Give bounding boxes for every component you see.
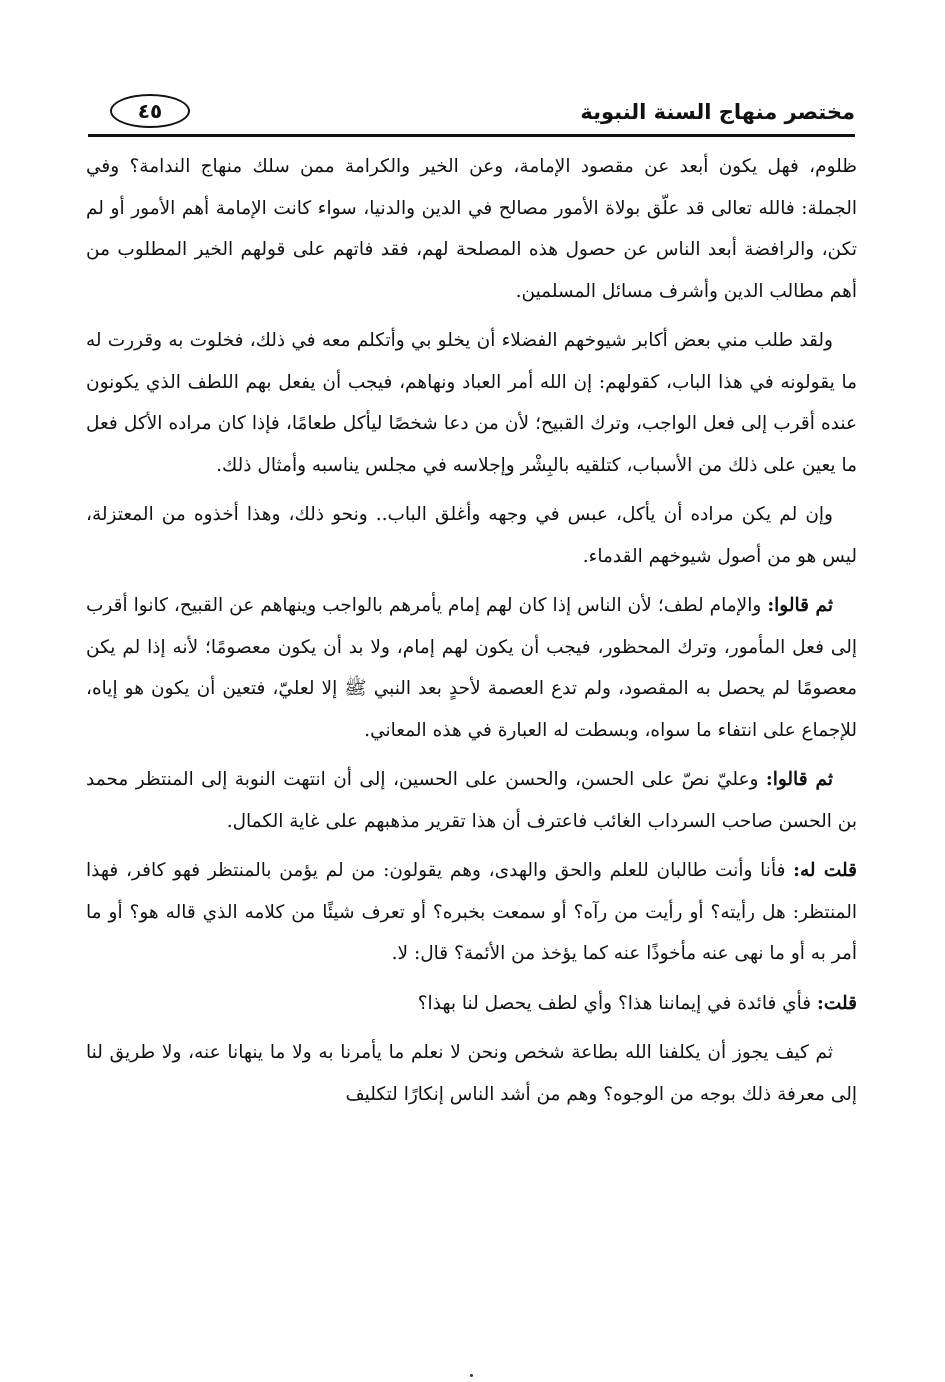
paragraph-lead: قلت: bbox=[817, 992, 857, 1014]
paragraph-text: وعليّ نصّ على الحسن، والحسن على الحسين، إلى أن انتهت النوبة إلى المنتظر محمد بن الحسن صاحب السرداب الغائب فاعترف أن هذا تقرير مذهبهم على غاية الكمال. bbox=[86, 769, 857, 832]
paragraph-3 bbox=[86, 494, 857, 577]
paragraph-text: ظلوم، فهل يكون أبعد عن مقصود الإمامة، وعن الخير والكرامة ممن سلك منهاج الندامة؟ وفي الجملة: فالله تعالى قد علّق بولاة الأمور مصالح في الدين والدنيا، سواء كانت الإمامة أهم الأمور أو لم تكن، والرافضة أبعد الناس عن حصول هذه المصلحة لهم، فقد فاتهم على قولهم الخير المطلوب من أهم مطالب الدين وأشرف مسائل المسلمين. bbox=[86, 156, 857, 302]
paragraph-5 bbox=[86, 759, 857, 842]
paragraph-6 bbox=[86, 850, 857, 975]
paragraph-2 bbox=[86, 320, 857, 486]
paragraph-text: ولقد طلب مني بعض أكابر شيوخهم الفضلاء أن يخلو بي وأتكلم معه في ذلك، فخلوت به وقررت له ما يقولونه في هذا الباب، كقولهم: إن الله أمر العباد ونهاهم، فيجب أن يفعل بهم اللطف الذي يكونون عنده أقرب إلى فعل الواجب، وترك القبيح؛ لأن من دعا شخصًا ليأكل طعامًا، فإذا كان مراده الأكل فعل ما يعين على ذلك من الأسباب، كتلقيه بالبِشْر وإجلاسه في مجلس يناسبه وأمثال ذلك. bbox=[86, 330, 857, 476]
paragraph-text: والإمام لطف؛ لأن الناس إذا كان لهم إمام يأمرهم بالواجب وينهاهم عن القبيح، كانوا أقرب إلى فعل المأمور، وترك المحظور، فيجب أن يكون لهم إمام، ولا بد أن يكون معصومًا؛ لأنه إذا لم يكن معصومًا لم يحصل به المقصود، ولم تدع العصمة لأحدٍ بعد النبي ﷺ إلا لعليّ، فتعين أن يكون هو إياه، للإجماع على انتفاء ما سواه، وبسطت له العبارة في هذه المعاني. bbox=[86, 595, 857, 741]
paragraph-lead: قلت له: bbox=[793, 860, 857, 881]
paragraph-lead: ثم قالوا: bbox=[765, 769, 833, 790]
paragraph-7 bbox=[86, 983, 857, 1025]
main-text bbox=[86, 146, 857, 1123]
paragraph-text: فأنا وأنت طالبان للعلم والحق والهدى، وهم يقولون: من لم يؤمن بالمنتظر فهو كافر، فهذا المنتظر: هل رأيته؟ أو رأيت من رآه؟ أو سمعت بخبره؟ أو تعرف شيئًا من كلامه الذي قاله هو؟ أو ما أمر به أو ما نهى عنه مأخوذًا عنه كما يؤخذ من الأئمة؟ قال: لا. bbox=[86, 860, 857, 964]
paragraph-1 bbox=[86, 146, 857, 312]
header-divider bbox=[88, 134, 855, 137]
paragraph-text: وإن لم يكن مراده أن يأكل، عبس في وجهه وأغلق الباب.. ونحو ذلك، وهذا أخذوه من المعتزلة، ليس هو من أصول شيوخهم القدماء. bbox=[86, 504, 857, 567]
page-header bbox=[88, 92, 855, 136]
paragraph-8 bbox=[86, 1032, 857, 1115]
paragraph-text: ثم كيف يجوز أن يكلفنا الله بطاعة شخص ونحن لا نعلم ما يأمرنا به ولا ما ينهانا عنه، ولا طريق لنا إلى معرفة ذلك بوجه من الوجوه؟ وهم من أشد الناس إنكارًا لتكليف bbox=[86, 1042, 857, 1105]
paragraph-4 bbox=[86, 585, 857, 751]
running-book-title: مختصر منهاج السنة النبوية bbox=[580, 100, 855, 124]
scan-speck bbox=[470, 1374, 473, 1377]
paragraph-text: فأي فائدة في إيماننا هذا؟ وأي لطف يحصل لنا بهذا؟ bbox=[417, 992, 818, 1014]
page-number-badge: ٤٥ bbox=[110, 94, 190, 128]
paragraph-lead: ثم قالوا: bbox=[767, 595, 833, 616]
